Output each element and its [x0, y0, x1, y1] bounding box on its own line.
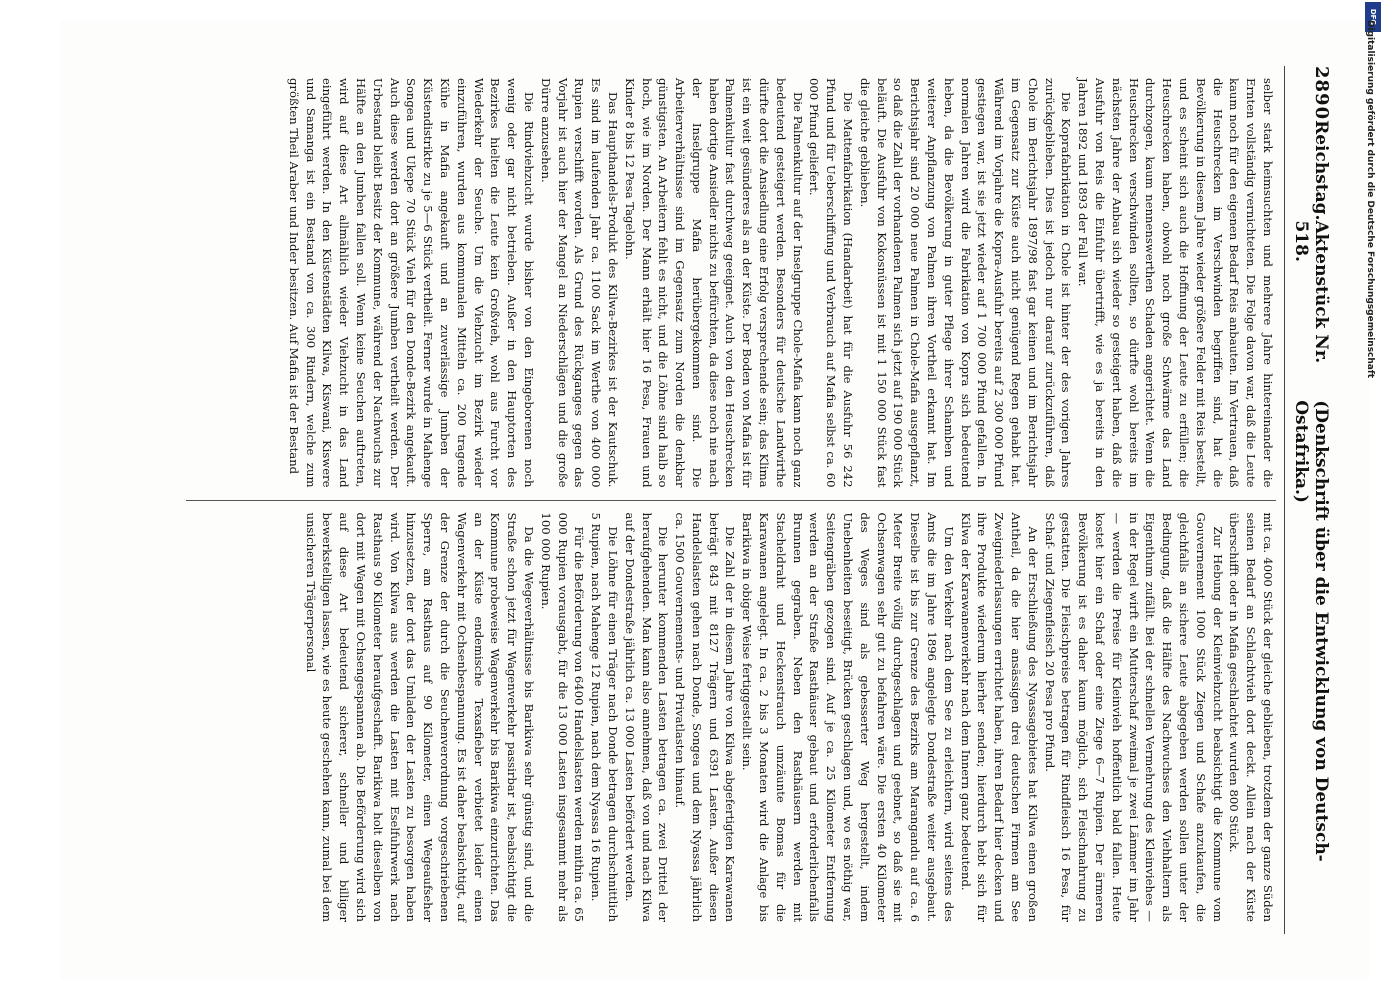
digitization-note-text: Digitalisierung gefördert durch die Deutsche Forschungsgemeinschaft: [1365, 20, 1375, 379]
paragraph: Die Zahl der in diesem Jahre von Kilwa abgefertigten Karawanen beträgt 843 mit 8127 Trägern und 6391 Lasten. Außer diesen Handelslasten gehen nach Donde, Songea und dem Nyassa jährlich ca. 1500 Gouvernements- und Privatlasten hinauf.: [673, 512, 738, 922]
text-column-right: [186, 501, 1276, 935]
paragraph: Das Haupthandels-Produkt des Kilwa-Bezirkes ist der Kautschuk. Es sind im laufenden Jahr ca. 1100 Sack im Werthe von 400 000 Rupien verschifft worden. Als Grund des Rückganges gegen das Vorjahr ist auch hier der Mangel an Niederschlägen und die große Dürre anzusehen.: [538, 78, 620, 488]
digitization-note: [1363, 20, 1377, 980]
text-columns: [186, 66, 1276, 934]
paragraph: Die herunter kommenden Lasten betragen ca. zwei Drittel der heraufgehenden. Man kann also annehmen, daß von und nach Kilwa auf der Dondestraße jährlich ca. 13 000 Lasten befördert werden.: [622, 512, 671, 922]
paragraph: Die Palmenkultur auf der Inselgruppe Chole-Mafia kann noch ganz bedeutend gesteigert werden. Besonders für deutsche Landwirthe dürfte dort die Ansiedlung eine Erfolg versprechende sein; das Klima ist ein weit gesünderes als an der Küste. Der Boden von Mafia ist für Palmenkultur fast durchweg geeignet. Auch von den Heuschrecken haben dortige Ansiedler nichts zu befürchten, da diese noch nie nach der Inselgruppe Mafia herübergekommen sind. Die Arbeiterverhältnisse sind im Gegensatz zum Norden die denkbar günstigsten. An Arbeitern fehlt es nicht, und die Löhne sind halb so hoch, wie im Norden. Der Mann erhält hier 16 Pesa, Frauen und Kinder 8 bis 12 Pesa Tagelohn.: [622, 78, 805, 488]
paragraph: Da die Wegeverhältnisse bis Barikiwa sehr günstig sind, und die Straße schon jetzt für Wagenverkehr passirbar ist, beabsichtigt die Kommune probeweise Wagenverkehr bis Barikiwa einzurichten. Das an der Küste endemische Texasfieber verbietet leider einen Wagenverkehr mit Ochsenbespannung. Es ist daher beabsichtigt, auf der Grenze der durch die Seuchenverordnung vorgeschriebenen Sperre, am Rasthaus auf 90 Kilometer, einen Wegeaufseher hinzusetzen, der dort das Umladen der Lasten zu besorgen haben wird. Von Kilwa aus werden die Lasten mit Eselfuhrwerk nach Rasthaus 90 Kilometer heraufgeschafft. Barikiwa holt dieselben von dort mit Wagen mit Ochsengespannen ab. Die Beförderung wird sich auf diese Art bedeutend sicherer, schneller und billiger bewerkstelligen lassen, wie es heute geschehen kann, zumal bei dem unsicheren Trägerpersonal: [303, 512, 536, 922]
paragraph: Die Koprafabrikation in Chole ist hinter der des vorigen Jahres zurückgeblieben. Dies ist jedoch nur darauf zurückzuführen, daß Chole im Berichtsjahr 1897/98 fast gar keinen und im Berichtsjahr im Gegensatz zur Küste auch nicht genügend Regen gehabt hat. Während im Vorjahre die Kopra-Ausfuhr bereits auf 2 300 000 Pfund gestiegen war, ist sie jetzt wieder auf 1 700 000 Pfund gefallen. In normalen Jahren wird die Fabrikation von Kopra sich bedeutend heben, da die Bevölkerung in guter Pflege ihrer Schamben und weiterer Anpflanzung von Palmen ihren Vortheil erkannt hat. Im Berichtsjahr sind 20 000 neue Palmen in Chole-Mafia ausgepflanzt, so daß die Zahl der vorhandenen Palmen sich jetzt auf 190 000 Stück beläuft. Die Ausfuhr von Kokosnüssen ist mit 1 150 000 Stück fast die gleiche geblieben.: [857, 78, 1074, 488]
paragraph: Für die Beförderung von 6400 Handelslasten werden mithin ca. 65 000 Rupien vorausgabt, für die 13 000 Lasten insgesammt mehr als 100 000 Rupien.: [538, 512, 587, 922]
paragraph: Zur Hebung der Kleinviehzucht beabsichtigt die Kommune vom Gouvernement 1000 Stück Ziegen und Schafe anzukaufen, die gleichfalls an sichere Leute abgegeben werden sollen unter der Bedingung, daß die Hälfte des Nachwuchses den Viehhaltern als Eigenthum zufällt. Bei der schnellen Vermehrung des Kleinviehes — in der Regel wirft ein Mutterschaf zweimal je zwei Lämmer im Jahr — werden die Preise für Kleinvieh hoffentlich bald fallen. Heute kostet hier ein Schaf oder eine Ziege 6—7 Rupien. Der ärmeren Bevölkerung ist es daher kaum möglich, sich Fleischnahrung zu gestatten. Die Fleischpreise betragen für Rindfleisch 16 Pesa, für Schaf- und Ziegenfleisch 20 Pesa pro Pfund.: [1042, 512, 1225, 922]
paragraph: Die Löhne für einen Träger nach Donde betragen durchschnittlich 5 Rupien, nach Mahenge 12 Rupien, nach dem Nyassa 16 Rupien.: [589, 512, 620, 922]
document-title: (Denkschrift über die Entwicklung von Deutsch-Ostafrika.): [1291, 400, 1331, 862]
page-number: 2890: [1311, 66, 1332, 121]
page-header: [1284, 66, 1332, 934]
paragraph: selber stark heimsuchten und mehrere Jahre hintereinander die Ernten vollständig vernichteten. Die Folge davon war, daß die Leute kaum noch für den eigenen Bedarf Reis anbauten. Im Vertrauen, daß die Heuschrecken im Verschwinden begriffen sind, hat die Bevölkerung in diesem Jahre wieder größere Felder mit Reis bestellt, und es scheint sich auch die Hoffnung der Leute zu erfüllen; die Heuschrecken haben, obwohl noch große Schwärme das Land durchzogen, kaum nennenswerthen Schaden angerichtet. Wenn die Heuschrecken verschwinden sollten, so dürfte wohl bereits im nächsten Jahre der Anbau sich wieder so gesteigert haben, daß die Ausfuhr von Reis die Einfuhr übertrifft, wie es ja bereits in den Jahren 1892 und 1893 der Fall war.: [1076, 78, 1275, 488]
document-page: [60, 20, 1370, 980]
paragraph: An der Erschließung des Nyassagebietes hat Kilwa einen großen Antheil, da die hier ansässigen drei deutschen Firmen am See Zweigniederlassungen errichtet haben, ihren Bedarf hier decken und ihre Produkte wiederum hierher senden; hierdurch hebt sich für Kilwa der Karawanenverkehr nach dem Innern ganz bedeutend.: [958, 512, 1040, 922]
paragraph: Um den Verkehr nach dem See zu erleichtern, wird seitens des Amts die im Jahre 1896 angelegte Dondestraße weiter ausgebaut. Dieselbe ist bis zur Grenze des Bezirks am Marangandu auf ca. 6 Meter Breite völlig durchgeschlagen und geebnet, so daß sie mit Ochsenwagen sehr gut zu befahren wäre. Die ersten 40 Kilometer des Weges sind als gebesserter Weg hergestellt, indem Unebenheiten beseitigt, Brücken geschlagen und, wo es nöthig war, Seitengräben gezogen sind. Auf je ca. 25 Kilometer Entfernung werden an der Straße Rasthäuser gebaut und erforderlichenfalls Brunnen gegraben. Neben den Rasthäusern werden mit Stacheldraht und Heckenstrauch umzäunte Bomas für die Karawanen angelegt. In ca. 2 bis 3 Monaten wird die Anlage bis Barikiwa in obiger Weise fertiggestellt sein.: [740, 512, 956, 922]
header-left-label: Reichstag.: [1311, 120, 1331, 221]
paragraph: mit ca. 4000 Stück der gleiche geblieben, trotzdem der ganze Süden seinen Bedarf an Schlachtvieh dort deckt. Allein nach der Küste überschifft oder in Mafia geschlachtet wurden 800 Stück.: [1227, 512, 1275, 922]
dfg-logo-text: DFG: [1369, 8, 1377, 26]
paragraph: Die Mattenfabrikation (Handarbeit) hat für die Ausfuhr 56 242 Pfund und für Ueberschiffung und Verbrauch auf Mafia selbst ca. 60 000 Pfund geliefert.: [807, 78, 856, 488]
text-column-left: [186, 66, 1276, 500]
document-reference: Aktenstück Nr. 518.: [1291, 220, 1331, 364]
paragraph: Die Rindviehzucht wurde bisher von den Eingeborenen noch wenig oder gar nicht betrieben. Außer in den Hauptorten des Bezirkes hielten die Leute kein Großvieh, wohl aus Furcht vor Wiederkehr der Seuche. Um die Viehzucht im Bezirk wieder einzuführen, wurden aus kommunalen Mitteln ca. 200 tragende Kühe in Mafia angekauft und an zuverlässige Jumben der Küstendistrikte zu je 5—6 Stück vertheilt. Ferner wurde in Mahenge Songea und Ukepe 70 Stück Vieh für den Donde-Bezirk angekauft. Auch diese werden dort an größere Jumben vertheilt werden. Der Urbestand bleibt Besitz der Kommune, während der Nachwuchs zur Hälfte an den Jumben fallen soll. Wenn keine Seuchen auftreten, wird auf diese Art allmählich wieder Viehzucht in das Land eingeführt werden. In den Küstenstädten Kilwa, Kiswani, Kiswere und Samanga ist ein Bestand von ca. 300 Rindern, welche zum größten Theil Araber und Inder besitzen. Auf Mafia ist der Bestand: [286, 78, 536, 488]
